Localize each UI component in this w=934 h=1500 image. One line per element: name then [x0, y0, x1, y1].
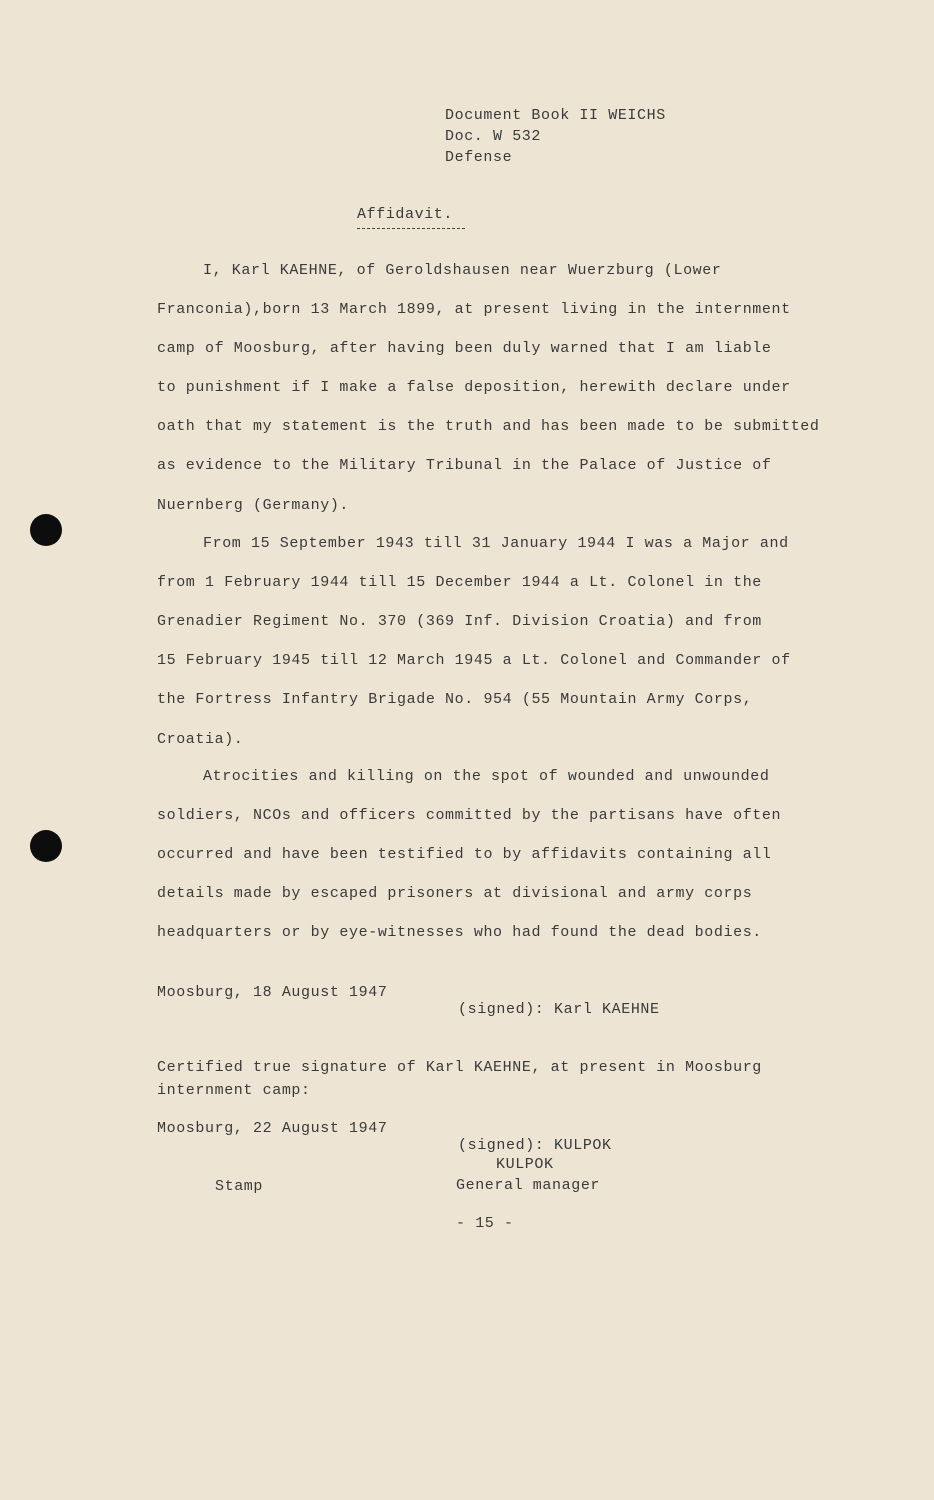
signature-signed: (signed): Karl KAEHNE — [458, 1001, 660, 1018]
certification-name: KULPOK — [496, 1156, 554, 1173]
document-title: Affidavit. — [357, 206, 454, 223]
signature-place-date: Moosburg, 18 August 1947 — [157, 984, 388, 1001]
paragraph-line: From 15 September 1943 till 31 January 1944 I was a Major and — [203, 535, 789, 552]
certification-signed: (signed): KULPOK — [458, 1137, 612, 1154]
paragraph-line: oath that my statement is the truth and has been made to be submitted — [157, 418, 820, 435]
header-document-book: Document Book II WEICHS — [445, 107, 666, 124]
certification-text: Certified true signature of Karl KAEHNE, at present in Moosburg — [157, 1059, 762, 1076]
punch-hole — [30, 514, 62, 546]
header-defense: Defense — [445, 149, 513, 166]
paragraph-line: as evidence to the Military Tribunal in the Palace of Justice of — [157, 457, 772, 474]
stamp-label: Stamp — [215, 1178, 264, 1195]
paragraph-line: camp of Moosburg, after having been duly warned that I am liable — [157, 340, 772, 357]
paragraph-line: from 1 February 1944 till 15 December 1944 a Lt. Colonel in the — [157, 574, 762, 591]
paragraph-line: Nuernberg (Germany). — [157, 497, 350, 514]
paragraph-line: Grenadier Regiment No. 370 (369 Inf. Division Croatia) and from — [157, 613, 762, 630]
page-number: - 15 - — [456, 1215, 514, 1232]
title-underline — [357, 228, 465, 229]
certification-role: General manager — [456, 1177, 601, 1194]
paragraph-line: to punishment if I make a false deposition, herewith declare under — [157, 379, 791, 396]
certification-text: internment camp: — [157, 1082, 311, 1099]
paragraph-line: Croatia). — [157, 731, 244, 748]
paragraph-line: Franconia),born 13 March 1899, at present living in the internment — [157, 301, 791, 318]
paragraph-line: I, Karl KAEHNE, of Geroldshausen near Wuerzburg (Lower — [203, 262, 722, 279]
paragraph-line: headquarters or by eye-witnesses who had found the dead bodies. — [157, 924, 762, 941]
header-doc-number: Doc. W 532 — [445, 128, 542, 145]
paragraph-line: Atrocities and killing on the spot of wounded and unwounded — [203, 768, 770, 785]
paragraph-line: details made by escaped prisoners at divisional and army corps — [157, 885, 753, 902]
paragraph-line: soldiers, NCOs and officers committed by the partisans have often — [157, 807, 782, 824]
paragraph-line: 15 February 1945 till 12 March 1945 a Lt. Colonel and Commander of — [157, 652, 791, 669]
paragraph-line: the Fortress Infantry Brigade No. 954 (55 Mountain Army Corps, — [157, 691, 753, 708]
certification-place-date: Moosburg, 22 August 1947 — [157, 1120, 388, 1137]
punch-hole — [30, 830, 62, 862]
paragraph-line: occurred and have been testified to by affidavits containing all — [157, 846, 772, 863]
